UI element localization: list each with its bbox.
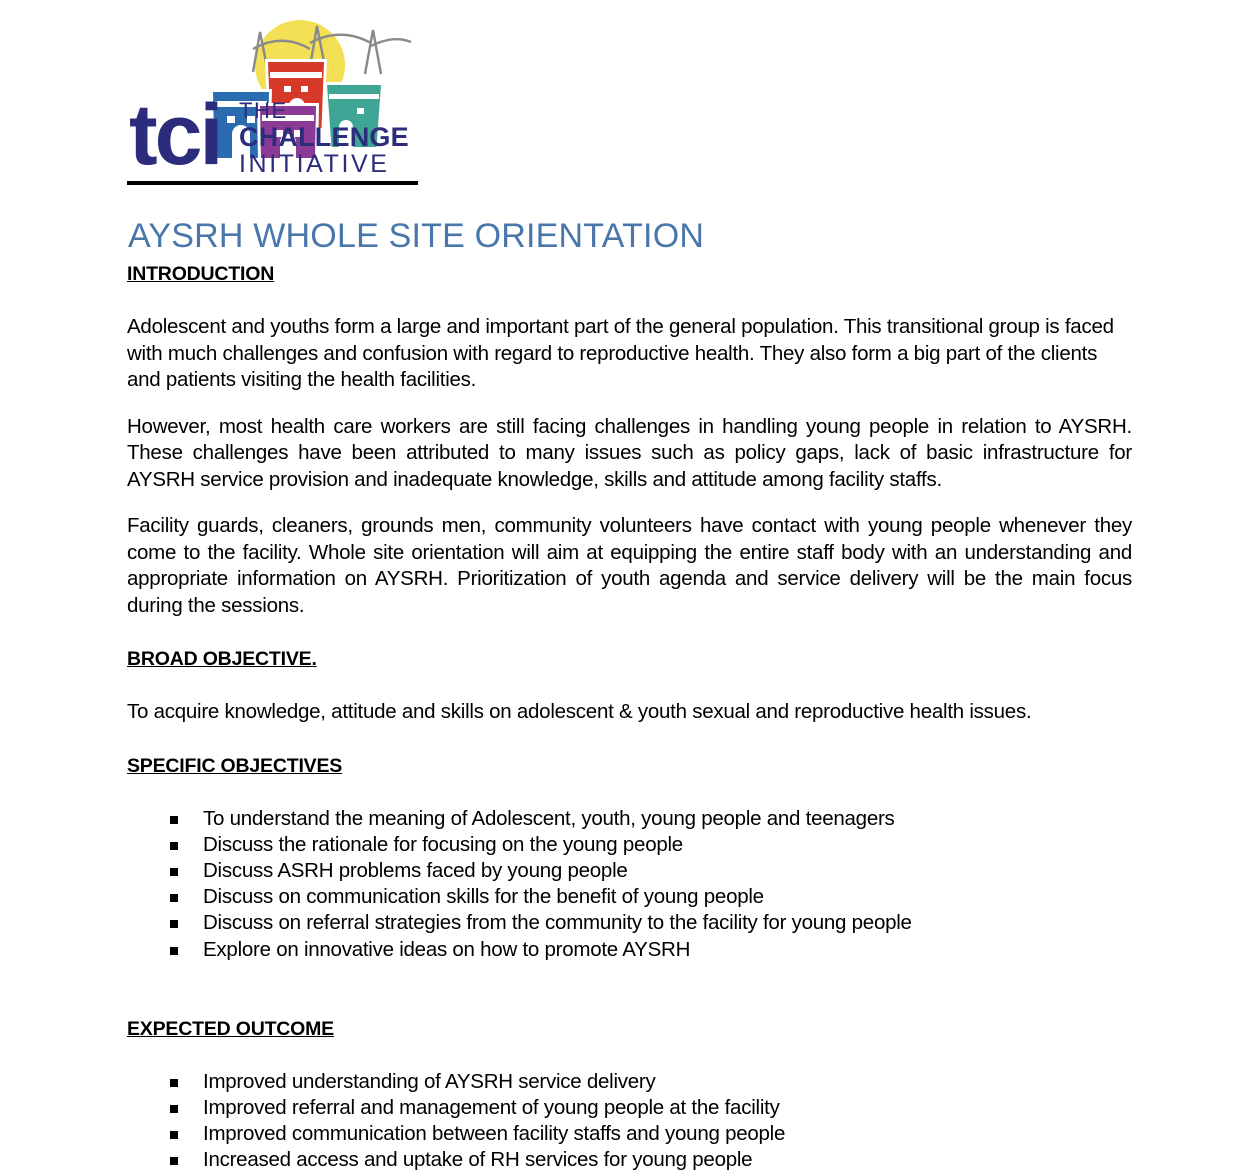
bullet-square-icon (170, 1079, 178, 1087)
intro-paragraph-2: However, most health care workers are still facing challenges in handling young people in relation to AYSRH. These challenges have been attributed to many issues such as policy gaps, lack of basic infrastructure for AYSRH service provision and inadequate knowledge, skills and attitude among facility staffs. (127, 414, 1132, 491)
intro-paragraph-1: Adolescent and youths form a large and important part of the general population. This transitional group is faced with much challenges and confusion with regard to reproductive health. They also form a big part of the clients and patients visiting the health facilities. (127, 315, 1114, 391)
section-heading-broad-objective: BROAD OBJECTIVE. (127, 648, 317, 670)
list-item (127, 1069, 1132, 1095)
list-item-label: Improved referral and management of young people at the facility (203, 1095, 780, 1119)
bullet-square-icon (170, 816, 178, 824)
svg-text:tci: tci (129, 87, 221, 178)
list-item (127, 1121, 1132, 1147)
section-heading-specific-objectives: SPECIFIC OBJECTIVES (127, 754, 343, 777)
expected-outcome-list (127, 1069, 1132, 1174)
broad-objective-paragraph: To acquire knowledge, attitude and skills on adolescent & youth sexual and reproductive health issues. (127, 700, 1032, 723)
list-item-label: Discuss the rationale for focusing on the young people (203, 832, 683, 856)
svg-text:THE: THE (239, 98, 288, 123)
bullet-square-icon (170, 947, 178, 955)
list-item-label: Improved communication between facility staffs and young people (203, 1122, 786, 1146)
intro-paragraph-3: Facility guards, cleaners, grounds men, community volunteers have contact with young people whenever they come to the facility. Whole site orientation will aim at equipping the entire staff body with an understanding and appropriate information on AYSRH. Prioritization of youth agenda and service delivery will be the main focus during the sessions. (127, 514, 1132, 617)
list-item (127, 884, 1132, 910)
list-item (127, 832, 1132, 858)
list-item (127, 1147, 1132, 1173)
tci-logo (127, 12, 419, 182)
bullet-square-icon (170, 1131, 178, 1139)
list-item (127, 858, 1132, 884)
list-item (127, 806, 1132, 832)
bullet-square-icon (170, 894, 178, 902)
list-item-label: Discuss on communication skills for the benefit of young people (203, 885, 764, 909)
tci-wordmark (129, 87, 220, 178)
document-body (127, 262, 1132, 1174)
bullet-square-icon (170, 920, 178, 928)
section-heading-expected-outcome: EXPECTED OUTCOME (127, 1017, 334, 1040)
list-item (127, 937, 1132, 963)
list-item-label: Increased access and uptake of RH services for young people (203, 1148, 753, 1172)
bullet-square-icon (170, 1157, 178, 1165)
logo-divider-rule (127, 181, 418, 185)
specific-objectives-list (127, 806, 1132, 963)
svg-text:CHALLENGE: CHALLENGE (239, 122, 409, 152)
svg-text:INITIATIVE: INITIATIVE (239, 150, 390, 178)
section-heading-introduction: INTRODUCTION (127, 263, 275, 285)
list-item-label: Discuss ASRH problems faced by young people (203, 858, 628, 882)
list-item (127, 910, 1132, 936)
page-title: AYSRH WHOLE SITE ORIENTATION (128, 217, 705, 255)
list-item-label: Explore on innovative ideas on how to promote AYSRH (203, 937, 691, 961)
bullet-square-icon (170, 842, 178, 850)
tci-logo-artwork (127, 12, 419, 178)
bullet-square-icon (170, 1105, 178, 1113)
list-item (127, 1095, 1132, 1121)
list-item-label: Discuss on referral strategies from the community to the facility for young people (203, 911, 912, 935)
list-item-label: To understand the meaning of Adolescent, youth, young people and teenagers (203, 806, 895, 830)
list-item-label: Improved understanding of AYSRH service delivery (203, 1069, 656, 1093)
bullet-square-icon (170, 868, 178, 876)
